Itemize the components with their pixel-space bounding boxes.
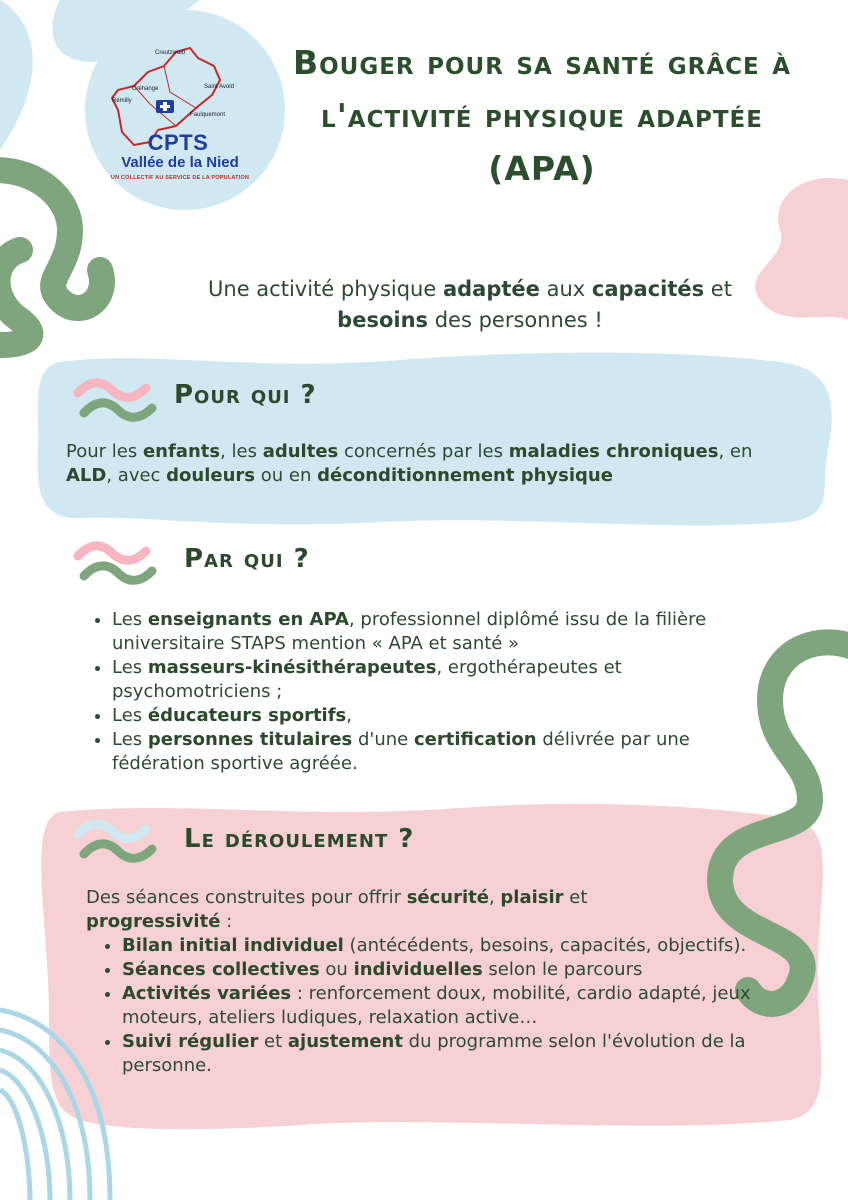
page-title: Bouger pour sa santé grâce à l'activité physique adaptée (APA) bbox=[292, 43, 792, 188]
logo-town-crehange: Créhange bbox=[132, 86, 159, 92]
pour-qui-text: Pour les enfants, les adultes concernés par les maladies chroniques, en ALD, avec douleurs ou en déconditionnement physique bbox=[66, 441, 753, 486]
list-item: • Séances collectives ou individuelles selon le parcours bbox=[122, 958, 798, 982]
list-item: • Les enseignants en APA, professionnel diplômé issu de la filière universitaire STAPS mention « APA et santé » bbox=[112, 608, 778, 656]
intro-text: Une activité physique adaptée aux capacités et besoins des personnes ! bbox=[208, 277, 732, 332]
logo-town-faulquemont: Faulquemont bbox=[190, 112, 226, 118]
list-item: • Les éducateurs sportifs, bbox=[112, 704, 778, 728]
list-item: • Les personnes titulaires d'une certification délivrée par une fédération sportive agréée. bbox=[112, 728, 778, 776]
deroulement-intro: Des séances construites pour offrir sécurité, plaisir et progressivité : bbox=[86, 887, 588, 932]
par-qui-list bbox=[88, 608, 778, 776]
logo-town-creutzwald: Creutzwald bbox=[155, 50, 186, 56]
logo-subtitle: Vallée de la Nied bbox=[121, 154, 239, 171]
deroulement-heading: Le déroulement ? bbox=[184, 824, 415, 854]
logo-title: CPTS bbox=[147, 130, 209, 155]
list-item: • Bilan initial individuel (antécédents, besoins, capacités, objectifs). bbox=[122, 934, 798, 958]
pour-qui-panel bbox=[38, 353, 832, 526]
pour-qui-heading: Pour qui ? bbox=[174, 380, 317, 410]
wave-icon-par-qui bbox=[78, 546, 152, 580]
logo-town-remilly: Rémilly bbox=[112, 98, 132, 104]
logo-town-saint-avold: Saint Avold bbox=[204, 84, 234, 90]
list-item: • Activités variées : renforcement doux, mobilité, cardio adapté, jeux moteurs, ateliers ludiques, relaxation active… bbox=[122, 982, 798, 1030]
list-item: • Suivi régulier et ajustement du programme selon l'évolution de la personne. bbox=[122, 1030, 798, 1078]
logo-tagline: UN COLLECTIF AU SERVICE DE LA POPULATION bbox=[110, 175, 250, 181]
deroulement-list bbox=[98, 934, 798, 1078]
list-item: • Les masseurs-kinésithérapeutes, ergothérapeutes et psychomotriciens ; bbox=[112, 656, 778, 704]
par-qui-heading: Par qui ? bbox=[184, 544, 310, 574]
